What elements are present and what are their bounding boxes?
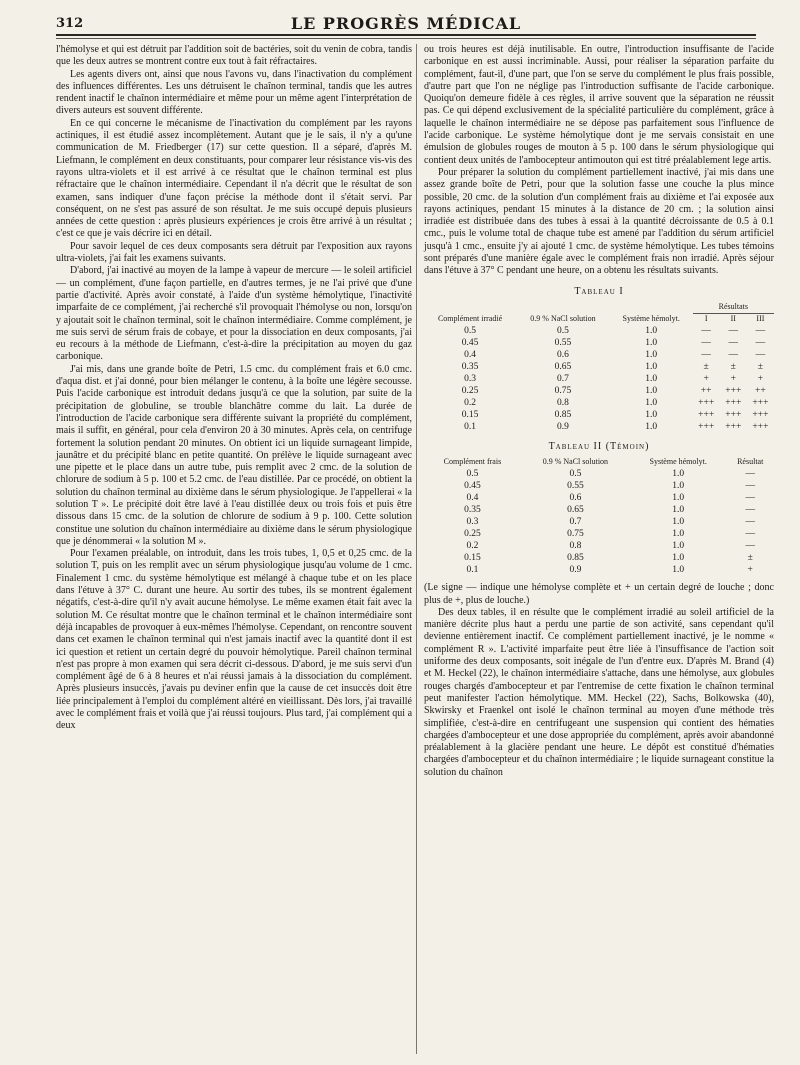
table-cell: 0.85	[567, 553, 584, 564]
table-cell: 0.85	[554, 409, 572, 420]
table-cell: +	[703, 373, 709, 384]
table-cell: +++	[725, 385, 742, 396]
paragraph: l'hémolyse et qui est détruit par l'addition soit de bactéries, soit du venin de cobra, tandis que les deux autres se montrent contre eux tout à fait réfractaires.	[56, 44, 412, 68]
table-row	[424, 373, 774, 385]
table-cell: —	[745, 481, 755, 492]
table-cell: 1.0	[672, 517, 685, 528]
table-cell: 1.0	[672, 493, 685, 504]
table-cell: 1.0	[672, 565, 685, 576]
table-cell: 0.5	[466, 469, 479, 480]
paragraph: En ce qui concerne le mécanisme de l'inactivation du complément par les rayons actiniques, il est étudié assez incomplètement. Autant que je le sais, il n'y a qu'une communication de M. Friedberger (17) sur cette question. Il a séparé, d'après M. Liefmann, le complément en deux constituants, pour comparer leur résistance vis-vis des rayons ultra-violets et il est arrivé à ce résultat que le chaînon terminal est plus réfractaire que le chaînon intermédiaire. Cependant il n'a décrit que le résultat de son examen, sans indiquer d'une façon précise la méthode dont il s'était servi. Par conséquent, on ne s'est pas assuré de son résultat. Je me suis occupé depuis plusieurs années de cette question : après plusieurs expériences je crois être arrivé à un résultat ; c'est ce que je vais décrire ici en détail.	[56, 117, 412, 240]
table-cell: +++	[752, 409, 769, 420]
table-cell: ++	[755, 385, 766, 396]
paragraph: ou trois heures est déjà inutilisable. En outre, l'introduction insuffisante de l'acide carbonique en est aussi incriminable. Aussi, pour réaliser la séparation parfaite du complément, faut-il, d'une part, que l'on se serve du complément le plus frais possible, d'autre part que l'on ne néglige pas l'introduction suffisante de l'acide carbonique. Quoiqu'on demeure fidèle à ces règles, il arrive souvent que la séparation ne réussit pas. Ce qui dépend exclusivement de la spécialité particulière du complément, grâce à laquelle le chaînon intermédiaire ne se dépose pas parfaitement sous l'influence de l'acide carbonique. Le système hémolytique dont je me servais consistait en une émulsion de globules rouges de mouton à 5 p. 100 dans le sérum physiologique qui contient deux unités de l'ambocepteur antimouton qui est titré préalablement lege artis.	[424, 44, 774, 166]
table-1-results-header: Résultats	[693, 302, 774, 314]
table-row	[424, 397, 774, 409]
table-2-header: Résultat	[737, 457, 764, 467]
table-1-header: II	[730, 313, 736, 323]
table-cell: 0.35	[464, 505, 481, 516]
table-row	[424, 349, 774, 361]
table-cell: 1.0	[645, 373, 658, 384]
table-cell: —	[745, 541, 755, 552]
table-row	[424, 492, 774, 504]
column-divider	[416, 44, 417, 1054]
table-cell: 0.2	[466, 541, 479, 552]
table-cell: —	[701, 349, 711, 360]
paragraph: D'abord, j'ai inactivé au moyen de la lampe à vapeur de mercure — le soleil artificiel — un complément, d'une façon partielle, en d'autres termes, je ne l'ai privé que d'une partie d'activité. Après avoir constaté, à l'aide d'un système hémolytique, l'inactivité imparfaite de ce complément, j'ai recherché s'il provoquait l'hémolyse ou non, lorsqu'on y ajoutait soit le chaînon terminal, soit le chaînon intermédiaire. Comme complément, je me suis servi de sérum frais de cobaye, et pour la dissociation en deux composants, j'ai eu recours à la méthode de Liefmann, c'est-à-dire la précipitation au moyen du gaz carbonique.	[56, 265, 412, 363]
table-cell: 0.75	[567, 529, 584, 540]
table-2-header: 0.9 % NaCl solution	[542, 457, 609, 467]
table-cell: 0.6	[569, 493, 582, 504]
table-row	[424, 409, 774, 421]
right-column-text-top	[424, 44, 774, 278]
left-column	[56, 44, 412, 733]
table-cell: ±	[757, 361, 764, 372]
table-cell: —	[755, 325, 766, 336]
table-cell: 0.2	[464, 397, 476, 408]
table-row	[424, 325, 774, 337]
table-cell: 1.0	[672, 481, 685, 492]
journal-title: LE PROGRÈS MÉDICAL	[290, 14, 522, 33]
page-number: 312	[56, 16, 84, 31]
table-cell: 0.9	[557, 421, 569, 432]
table-cell: —	[745, 493, 755, 504]
table-cell: —	[745, 505, 755, 516]
table-cell: —	[745, 517, 755, 528]
table-cell: —	[701, 337, 711, 348]
table-cell: 1.0	[645, 385, 658, 396]
table-cell: 0.65	[567, 505, 584, 516]
table-cell: +++	[725, 397, 742, 408]
table-row	[424, 528, 774, 540]
table-cell: +++	[725, 421, 742, 432]
table-row	[424, 540, 774, 552]
table-cell: 0.3	[466, 517, 479, 528]
table-cell: 0.6	[557, 349, 569, 360]
table-cell: —	[728, 325, 739, 336]
table-cell: 0.4	[466, 493, 479, 504]
table-2-header: Complément frais	[443, 457, 502, 467]
table-cell: +	[757, 373, 764, 384]
table-cell: +++	[698, 409, 715, 420]
table-1-header: Système hémolyt.	[622, 313, 680, 323]
table-cell: —	[755, 349, 766, 360]
table-cell: 0.75	[554, 385, 572, 396]
table-row	[424, 421, 774, 433]
table-cell: +++	[752, 421, 769, 432]
table-cell: 0.45	[461, 337, 479, 348]
table-cell: 0.9	[569, 565, 582, 576]
table-cell: 0.25	[464, 529, 481, 540]
table-cell: ±	[703, 361, 709, 372]
table-cell: 0.8	[569, 541, 582, 552]
table-cell: +	[730, 373, 736, 384]
table-cell: —	[745, 469, 755, 480]
table-1	[424, 286, 774, 433]
table-2-header: Système hémolyt.	[649, 457, 707, 467]
table-cell: 0.15	[464, 553, 481, 564]
table-row	[424, 385, 774, 397]
table-cell: 1.0	[672, 553, 685, 564]
table-2-grid	[424, 457, 774, 576]
table-cell: 0.8	[557, 397, 569, 408]
right-column	[424, 44, 774, 779]
table-2-title: Tableau II (Témoin)	[548, 440, 650, 452]
table-cell: ++	[700, 385, 712, 396]
table-cell: +++	[752, 397, 769, 408]
table-1-grid	[424, 302, 774, 433]
paragraph: Pour préparer la solution du complément partiellement inactivé, j'ai mis dans une assez grande boîte de Petri, pour que la solution fasse une couche la plus mince possible, 20 cmc. de la solution d'un complément frais au dixième et l'ai exposée aux rayons actiniques, pendant 15 minutes à la distance de 20 cm. ; la solution ainsi irradiée est distribuée dans des tubes à essai à la quantité décroissante de 0.5 à 0.1 cmc., puis le volume total de chaque tube est amené par l'addition du sérum artificiel jusqu'à 1 cmc., ensuite j'y ai ajouté 1 cmc. de système hémolytique. Les tubes témoins sont préparés d'une manière égale avec le complément frais non irradié. Après séjour dans l'étuve à 37° C pendant une heure, on a obtenu les résultats suivants.	[424, 166, 774, 277]
table-cell: 0.5	[557, 325, 569, 336]
table-1-header: Complément irradié	[437, 313, 503, 323]
table-cell: —	[728, 349, 739, 360]
table-cell: 1.0	[645, 361, 658, 372]
table-row	[424, 552, 774, 564]
table-cell: +	[747, 565, 753, 576]
table-cell: —	[755, 337, 766, 348]
table-cell: 0.1	[464, 421, 476, 432]
paragraph: Pour savoir lequel de ces deux composants sera détruit par l'exposition aux rayons ultra-violets, j'ai fait les examens suivants.	[56, 240, 412, 265]
table-row	[424, 504, 774, 516]
table-cell: 1.0	[672, 529, 685, 540]
table-cell: 1.0	[645, 421, 658, 432]
table-cell: 1.0	[645, 397, 658, 408]
table-cell: 0.45	[464, 481, 481, 492]
table-cell: 0.7	[569, 517, 582, 528]
header-rule	[56, 38, 756, 39]
table-cell: 0.25	[461, 385, 479, 396]
table-row	[424, 480, 774, 492]
table-row	[424, 468, 774, 480]
table-cell: +++	[698, 397, 715, 408]
table-cell: ±	[747, 553, 753, 564]
table-cell: 0.1	[466, 565, 479, 576]
table-cell: 1.0	[645, 325, 658, 336]
table-cell: 0.65	[554, 361, 572, 372]
table-row	[424, 516, 774, 528]
table-cell: —	[728, 337, 739, 348]
table-cell: 1.0	[672, 469, 685, 480]
paragraph: Des deux tables, il en résulte que le complément irradié au soleil artificiel de la manière décrite plus haut a perdu une partie de son activité, sans cependant qu'il devienne entièrement inactif. Ce complément partiellement inactivé, je le nomme « complément R ». L'activité imparfaite peut être liée à l'insuffisance de l'action soit uniforme des deux composants, soit inégale de l'un d'entre eux. D'après M. Brand (4) et M. Heckel (22), le chaînon intermédiaire s'attache, dans une hémolyse, aux globules rouges chargés d'ambocepteur et par l'entremise de cette fixation le chaînon terminal peut manifester l'action hémolytique. MM. Heckel (22), Sachs, Bolkowska (40), Skwirsky et Fraenkel ont isolé le chaînon terminal au moyen d'une méthode très simplifiée, c'est-à-dire en centrifugeant une suspension qui contient des hématies chargées d'ambocepteur et une dose appropriée du complément, après avoir abandonné préalablement à la glacière pendant une heure. Le dépôt est constitué d'hématies chargées d'ambocepteur et du chaînon intermédiaire ; le liquide surnageant constitue la solution du chaînon	[424, 606, 774, 778]
table-row	[424, 337, 774, 349]
table-cell: 0.4	[464, 349, 476, 360]
table-cell: 0.55	[554, 337, 572, 348]
paragraph: Les agents divers ont, ainsi que nous l'avons vu, dans l'inactivation du complément des influences différentes. Les uns détruisent le chaînon terminal, tandis que les autres rendent inactif le chaînon intermédiaire et même pour un même agent l'interprétation de divers auteurs est souvent différente.	[56, 68, 412, 117]
page-header	[56, 8, 756, 36]
table-1-header: I	[704, 313, 708, 323]
table-2	[424, 441, 774, 576]
table-cell: ±	[730, 361, 736, 372]
table-cell: 1.0	[645, 337, 658, 348]
paragraph: J'ai mis, dans une grande boîte de Petri, 1.5 cmc. du complément frais et 6.0 cmc. d'aqua dist. et j'ai donné, pour bien mélanger le contenu, à la boîte une légère secousse. Puis l'acide carbonique est introduit dedans jusqu'à ce que la solution, par suite de la précipitation de globuline, se trouble blanchâtre comme du lait. La durée de l'introduction de l'acide carbonique sera différente suivant la propriété du complément, mais il suffit, en général, pour cela d'environ 20 à 30 minutes. Après cela, on centrifuge fortement la solution pendant 20 minutes. On obtient ici un liquide surnageant limpide, jaunâtre et du précipité blanc en petite quantité. On prélève le liquide surnageant avec une pipette et le place dans un autre tube, puis remplit avec 2 cmc. de la solution de chlorure de sodium à 5 p. 100 et 5.2 cmc. de l'eau distillée. Par ce procédé, on obtient la solution du chaînon terminal au dixième dans le sérum physiologique. Je l'appellerai « la solution T ». Le précipité doit être lavé à l'eau distillée deux ou trois fois et puis être dissous dans 15 cmc. de la solution de chlorure de sodium à 9 p. 100. Cette solution constitue une solution du chaînon intermédiaire au dixième dans le sérum physiologique que je dénommerai « la solution M ».	[56, 363, 412, 547]
table-cell: +++	[698, 421, 715, 432]
table-cell: 0.15	[461, 409, 479, 420]
table-cell: 1.0	[672, 505, 685, 516]
table-cell: 0.5	[464, 325, 476, 336]
right-column-text-bottom	[424, 582, 774, 779]
table-cell: 0.3	[464, 373, 476, 384]
table-cell: —	[701, 325, 711, 336]
table-cell: 0.35	[461, 361, 479, 372]
paragraph: (Le signe — indique une hémolyse complète et + un certain degré de louche ; donc plus de +, plus de louche.)	[424, 582, 774, 606]
table-1-title: Tableau I	[574, 285, 624, 297]
table-cell: 1.0	[672, 541, 685, 552]
table-row	[424, 361, 774, 373]
table-cell: 0.7	[557, 373, 569, 384]
table-1-header: 0.9 % NaCl solution	[530, 313, 596, 323]
table-cell: 1.0	[645, 409, 658, 420]
table-cell: 0.5	[569, 469, 582, 480]
table-1-header: III	[756, 313, 765, 323]
table-cell: 1.0	[645, 349, 658, 360]
table-cell: —	[745, 529, 755, 540]
table-cell: +++	[725, 409, 742, 420]
table-row	[424, 564, 774, 576]
paragraph: Pour l'examen préalable, on introduit, dans les trois tubes, 1, 0,5 et 0,25 cmc. de la solution T, puis on les remplit avec un sérum physiologique jusqu'au volume de 1 cmc. Finalement 1 cmc. du système hémolytique est mélangé à chaque tube et on les place dans l'étuve à 37° C. durant une heure. Au sortir des tubes, ils se montrent également négatifs, c'est-à-dire qu'il n'y avait aucune hémolyse. Le même examen était fait avec la solution M. Ce résultat montre que le chaînon terminal et le chaînon intermédiaire sont déjà incapables de provoquer à eux-mêmes l'hémolyse. Cependant, on rencontre souvent dans cet examen le chaînon terminal qui n'est jamais inactif avec la quantité dont il est ici question et retient un certain degré du pouvoir hémolytique. Pareil chaînon terminal n'est pas propre à mon examen qui sera décrit ci-dessous. D'abord, je me suis servi d'un complément âgé de 6 à 8 heures et n'ai réussi jamais à la dissociation du complément. Après plusieurs insuccès, j'avais pu deviner enfin que la cause de cet insuccès doit être liée principalement à l'emploi du complément altéré en vieillissant. Dès lors, j'ai travaillé avec le complément frais et voilà que j'ai réussi toujours. Plus tard, j'ai complément qui a deux	[56, 548, 413, 732]
table-cell: 0.55	[567, 481, 584, 492]
